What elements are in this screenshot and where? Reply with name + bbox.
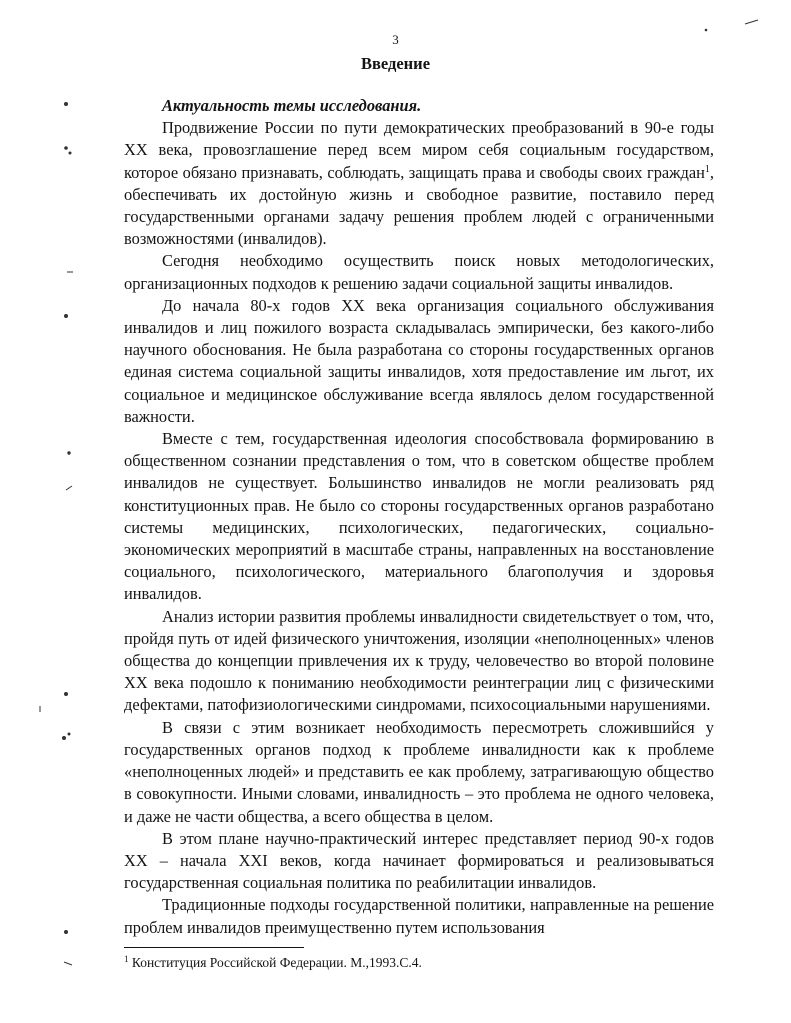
paragraph-4: Вместе с тем, государственная идеология способствовала формированию в общественном сознании представления о том, что в советском обществе проблем инвалидов не существует. Большинство инвалидов не могли реализовать ряд конституционных прав. Не было со стороны государственных органов разработано системы медицинских, психологических, педагогических, социально-экономических мероприятий в масштабе страны, направленных на восстановление социального, психологического, материального благополучия и здоровья инвалидов. bbox=[124, 429, 714, 604]
scan-speck bbox=[65, 315, 68, 318]
scan-speck bbox=[65, 931, 68, 934]
scan-speck bbox=[65, 147, 68, 150]
paragraph-3: До начала 80-х годов XX века организация социального обслуживания инвалидов и лиц пожилого возраста складывалась эмпирически, без какого-либо научного обоснования. Не была разработана со стороны государственных органов единая система социальной защиты инвалидов, хотя предоставление им льгот, их социальное и медицинское обслуживание всегда являлось делом государственной важности. bbox=[124, 295, 714, 426]
footnote-text: Конституция Российской Федерации. М.,1993.С.4. bbox=[128, 955, 422, 970]
scan-speck bbox=[66, 486, 72, 490]
paragraph-5: Анализ истории развития проблемы инвалидности свидетельствует о том, что, пройдя путь от идей физического уничтожения, изоляции «неполноценных» членов общества до концепции привлечения их к труду, человечество во второй половине XX века подошло к пониманию необходимости реинтеграции лиц с физическими дефектами, патофизиологическими синдромами, психосоциальными нарушениями. bbox=[124, 606, 714, 715]
footnote-number: 1 bbox=[124, 954, 129, 964]
scan-speck bbox=[63, 737, 66, 740]
scan-speck bbox=[68, 733, 70, 735]
scan-speck bbox=[64, 962, 72, 965]
section-subheading: Актуальность темы исследования. bbox=[162, 96, 422, 115]
scan-speck bbox=[65, 693, 68, 696]
paragraph-6: В связи с этим возникает необходимость пересмотреть сложившийся у государственных органов подход к проблеме инвалидности как к проблеме «неполноценных людей» и представить ее как проблему, затрагивающую общество в совокупности. Иными словами, инвалидность – это проблема не одного человека, и даже не части общества, а всего общества в целом. bbox=[124, 717, 714, 826]
paragraph-1-text: Продвижение России по пути демократических преобразований в 90-е годы XX века, провозглашение перед всем миром себя социальным государством, которое обязано признавать, соблюдать, защищать права и свободы своих граждан bbox=[124, 118, 714, 182]
page-title: Введение bbox=[360, 54, 431, 73]
scan-speck bbox=[705, 29, 707, 31]
scan-speck bbox=[68, 452, 70, 454]
scan-speck bbox=[745, 20, 758, 24]
paragraph-7: В этом плане научно-практический интерес представляет период 90-х годов XX – начала XXI веков, когда начинает формироваться и реализовываться государственная социальная политика по реабилитации инвалидов. bbox=[124, 828, 714, 893]
paragraph-8: Традиционные подходы государственной политики, направленные на решение проблем инвалидов преимущественно путем использования bbox=[124, 895, 714, 937]
scan-speck bbox=[65, 103, 68, 106]
paragraph-2: Сегодня необходимо осуществить поиск новых методологических, организационных подходов к решению задачи социальной защиты инвалидов. bbox=[124, 251, 714, 293]
footnote-reference: 1 bbox=[704, 163, 710, 175]
paragraph-1-text-continued: , обеспечивать их достойную жизнь и свободное развитие, поставило перед государственными органами задачу решения проблем людей с ограниченными возможностями (инвалидов). bbox=[124, 162, 714, 249]
page-number: 3 bbox=[392, 32, 399, 47]
scan-speck bbox=[69, 152, 71, 154]
